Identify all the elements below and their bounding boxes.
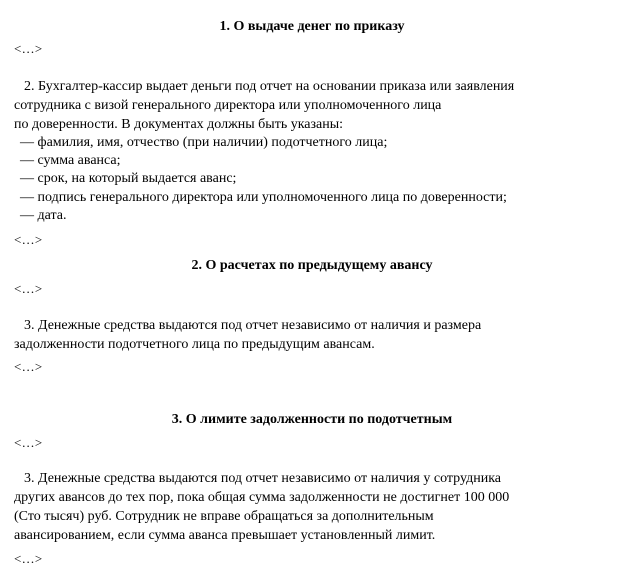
omission-marker: <…> <box>14 41 43 56</box>
paragraph-line: других авансов до тех пор, пока общая сумма задолженности не достигнет 100 000 <box>14 490 510 505</box>
paragraph-line: по доверенности. В документах должны быть указаны: <box>14 117 344 132</box>
paragraph-line: 3. Денежные средства выдаются под отчет независимо от наличия у сотрудника <box>24 471 502 486</box>
omission-marker: <…> <box>14 359 43 374</box>
omission-marker: <…> <box>14 551 43 566</box>
paragraph-line: сотрудника с визой генерального директора или уполномоченного лица <box>14 98 442 113</box>
list-item: — фамилия, имя, отчество (при наличии) подотчетного лица; <box>20 135 388 150</box>
omission-marker: <…> <box>14 232 43 247</box>
section-1-heading: 1. О выдаче денег по приказу <box>219 19 405 34</box>
paragraph-line: 3. Денежные средства выдаются под отчет независимо от наличия и размера <box>24 318 482 333</box>
paragraph-line: (Сто тысяч) руб. Сотрудник не вправе обращаться за дополнительным <box>14 509 434 524</box>
list-item: — сумма аванса; <box>20 153 121 168</box>
list-item: — подпись генерального директора или уполномоченного лица по доверенности; <box>20 190 507 205</box>
section-3-heading: 3. О лимите задолженности по подотчетным <box>171 412 453 427</box>
paragraph-line: 2. Бухгалтер-кассир выдает деньги под отчет на основании приказа или заявления <box>24 79 515 94</box>
omission-marker: <…> <box>14 281 43 296</box>
list-item: — срок, на который выдается аванс; <box>20 171 237 186</box>
omission-marker: <…> <box>14 435 43 450</box>
paragraph-line: задолженности подотчетного лица по предыдущим авансам. <box>14 337 375 352</box>
list-item: — дата. <box>20 208 67 223</box>
paragraph-line: авансированием, если сумма аванса превышает установленный лимит. <box>14 528 436 543</box>
section-2-heading: 2. О расчетах по предыдущему авансу <box>191 258 433 273</box>
